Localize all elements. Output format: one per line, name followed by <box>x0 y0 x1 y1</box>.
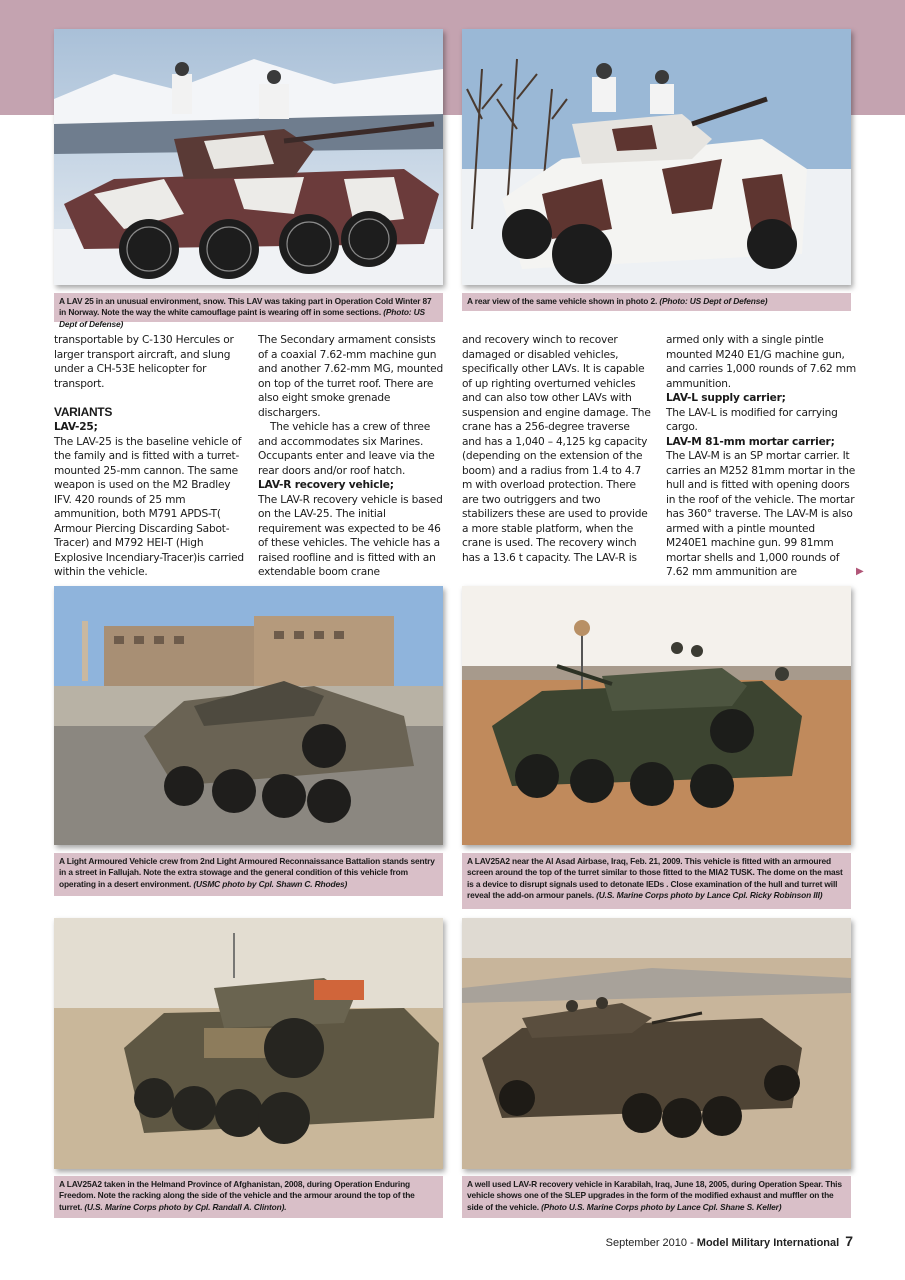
caption-credit: (Photo: US Dept of Defense) <box>59 307 425 329</box>
subheading-lavl: LAV-L supply carrier; <box>666 392 786 404</box>
article-column-2 <box>258 333 448 580</box>
photo-lav25-snow <box>54 29 443 285</box>
paragraph: The LAV-R recovery vehicle is based on the LAV-25. The initial requirement was expected to be 46 of these vehicles. The vehicle has a raised roofline and is fitted with an extendable boom crane <box>258 493 443 578</box>
page-footer <box>606 1233 853 1249</box>
paragraph: The LAV-M is an SP mortar carrier. It carries an M252 81mm mortar in the hull and is fitted with opening doors in the roof of the vehicle. The mortar has 360° traverse. The LAV-M is also armed with a pintle mounted M240E1 machine gun. 99 81mm mortar shells and 1,000 rounds of 7.62 mm ammunition are <box>666 450 856 578</box>
caption-credit: (USMC photo by Cpl. Shawn C. Rhodes) <box>193 878 348 889</box>
paragraph: armed only with a single pintle mounted M240 E1/G machine gun, and carries 1,000 rounds of 7.62 mm ammunition. <box>666 334 856 390</box>
article-column-4 <box>666 333 856 580</box>
paragraph: The Secondary armament consists of a coaxial 7.62-mm machine gun and another 7.62-mm MG, mounted on top of the turret roof. There are also eight smoke grenade dischargers. <box>258 334 444 419</box>
photo-lav25a2-al-asad-caption <box>462 853 851 909</box>
photo-lav25-snow-caption <box>54 293 443 329</box>
article-column-1 <box>54 333 244 580</box>
caption-text: A LAV 25 in an unusual environment, snow. This LAV was taking part in Operation Cold Winter 87 in Norway. Note the way the white camouflage paint is wearing off in some sections. <box>59 296 432 318</box>
subheading-lav25: LAV-25; <box>54 421 98 433</box>
paragraph: transportable by C-130 Hercules or larger transport aircraft, and slung under a CH-53E helicopter for transport. <box>54 334 234 390</box>
caption-text: A LAV25A2 taken in the Helmand Province of Afghanistan, 2008, during Operation Enduring Freedom. Note the racking along the side of the vehicle and the armour around the top of the turret. <box>59 1179 415 1212</box>
caption-credit: (Photo U.S. Marine Corps photo by Lance Cpl. Shane S. Keller) <box>541 1201 782 1212</box>
caption-text: A rear view of the same vehicle shown in photo 2. <box>467 296 658 306</box>
subheading-lavr: LAV-R recovery vehicle; <box>258 479 394 491</box>
paragraph: The LAV-25 is the baseline vehicle of the family and is fitted with a turret-mounted 25-mm cannon. The same weapon is used on the M2 Bradley IFV. 420 rounds of 25 mm ammunition, both M791 APDS-T( Armour Piercing Discarding Sabot-Tracer) and M792 HEI-T (High Explosive Incendiary-Tracer)is carried within the vehicle. <box>54 435 244 578</box>
caption-text: A Light Armoured Vehicle crew from 2nd Light Armoured Reconnaissance Battalion stands sentry in a street in Fallujah. Note the extra stowage and the general condition of this vehicle from operating in a desert environment. <box>59 856 435 889</box>
caption-credit: (U.S. Marine Corps photo by Lance Cpl. Ricky Robinson III) <box>596 890 823 901</box>
photo-lav-fallujah-caption <box>54 853 443 896</box>
photo-lavr-karabilah-caption <box>462 1176 851 1218</box>
photo-lavr-karabilah <box>462 918 851 1169</box>
paragraph: The vehicle has a crew of three and accommodates six Marines. Occupants enter and leave via the rear doors and/or roof hatch. <box>258 421 435 477</box>
section-heading-variants: VARIANTS <box>54 405 113 419</box>
footer-date: September 2010 - <box>605 1237 697 1249</box>
photo-lav25-snow-rear-caption <box>462 293 851 311</box>
page-number: 7 <box>845 1233 853 1249</box>
photo-lav25a2-al-asad <box>462 586 851 845</box>
photo-lav25-snow-rear <box>462 29 851 285</box>
continue-arrow-icon: ▶ <box>856 566 864 577</box>
footer-magazine: Model Military International <box>696 1237 840 1249</box>
paragraph: and recovery winch to recover damaged or disabled vehicles, specifically other LAVs. It is capable of up righting overturned vehicles and can also tow other LAVs with suspension and engine damage. The crane has a 256-degree traverse and has a 1,040 – 4,125 kg capacity (depending on the extension of the boom) and a radius from 1.4 to 4.7 m with overload protection. There are two outriggers and two stabilizers these are used to provide a more stable platform, when the crane is used. The recovery winch has a 13.6 t capacity. The LAV-R is <box>462 334 651 564</box>
paragraph: The LAV-L is modified for carrying cargo. <box>666 406 838 433</box>
photo-lav25a2-helmand-caption <box>54 1176 443 1218</box>
caption-credit: (U.S. Marine Corps photo by Cpl. Randall A. Clinton). <box>84 1201 287 1212</box>
photo-lav-fallujah <box>54 586 443 845</box>
caption-text: A well used LAV-R recovery vehicle in Karabilah, Iraq, June 18, 2005, during Operation Spear. This vehicle shows one of the SLEP upgrades in the form of the modified exhaust and muffler on the side of the vehicle. <box>467 1179 842 1212</box>
caption-credit: (Photo: US Dept of Defense) <box>659 296 768 306</box>
photo-lav25a2-helmand <box>54 918 443 1169</box>
subheading-lavm: LAV-M 81-mm mortar carrier; <box>666 435 835 448</box>
caption-text: A LAV25A2 near the Al Asad Airbase, Iraq, Feb. 21, 2009. This vehicle is fitted with an armoured screen around the top of the turret similar to those fitted to the MIA2 TUSK. The dome on the mast is a device to disrupt signals used to detonate IEDs . Close examination of the hull and turret will reveal the add-on armour panels. <box>467 856 843 901</box>
article-column-3 <box>462 333 652 565</box>
